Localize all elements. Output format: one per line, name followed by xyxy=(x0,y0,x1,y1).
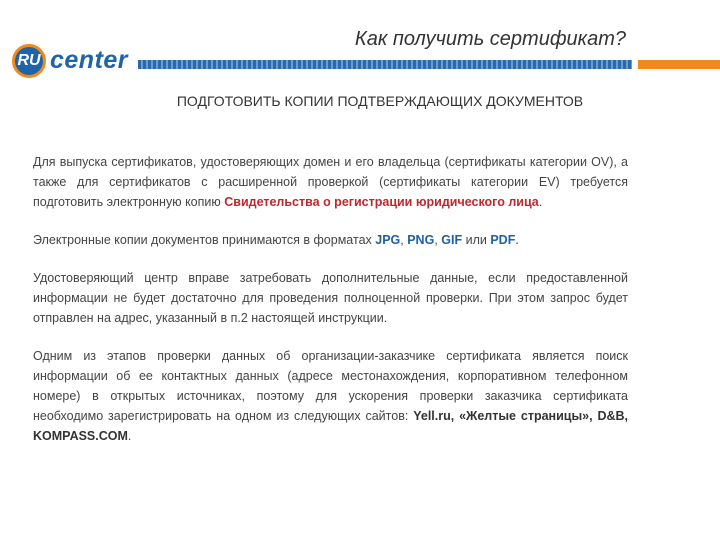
certificate-highlight: Свидетельства о регистрации юридического лица xyxy=(224,195,539,209)
paragraph-verification-text: Одним из этапов проверки данных об организации-заказчике сертификата является поиск информации об ее контактных данных (адресе местонахождения, корпоративном телефонном номере) в открытых источниках, поэтому для ускорения проверки заказчика сертификата необходимо зарегистрировать на одном из следующих сайтов: xyxy=(33,349,628,423)
slide-title: Как получить сертификат? xyxy=(354,28,626,50)
format-gif: GIF xyxy=(441,233,463,247)
paragraph-documents-text: Для выпуска сертификатов, удостоверяющих домен и его владельца (сертификаты категории OV), а также для сертификатов с расширенной проверкой (сертификаты категории EV) требуется подготовить электронную копию xyxy=(33,155,628,209)
format-or: или xyxy=(462,233,491,247)
format-pdf: PDF xyxy=(490,233,516,247)
section-subtitle: ПОДГОТОВИТЬ КОПИИ ПОДТВЕРЖДАЮЩИХ ДОКУМЕНТОВ xyxy=(176,93,584,109)
paragraph-verification-end: . xyxy=(127,429,132,443)
header-rule-orange xyxy=(638,60,720,69)
paragraph-documents xyxy=(33,152,628,212)
directory-sites: Yell.ru, «Желтые страницы», D&B, KOMPASS.COM xyxy=(33,409,628,443)
format-jpg: JPG xyxy=(375,233,401,247)
paragraph-formats-text: Электронные копии документов принимаются в форматах xyxy=(33,233,376,247)
paragraph-verification xyxy=(33,346,628,446)
content-body xyxy=(33,152,628,464)
paragraph-documents-end: . xyxy=(538,195,543,209)
format-separator-2: , xyxy=(434,233,442,247)
format-separator-1: , xyxy=(400,233,408,247)
header-rule-blue xyxy=(138,60,632,69)
logo-ru-mark: RU xyxy=(12,44,46,78)
logo-center-text: center xyxy=(50,46,129,74)
paragraph-additional-data: Удостоверяющий центр вправе затребовать дополнительные данные, если предоставленной информации не будет достаточно для проведения полноценной проверки. При этом запрос будет отправлен на адрес, указанный в п.2 настоящей инструкции. xyxy=(33,271,628,325)
rucenter-logo xyxy=(12,42,142,84)
format-png: PNG xyxy=(407,233,435,247)
paragraph-formats-end: . xyxy=(515,233,519,247)
paragraph-formats xyxy=(33,230,628,250)
